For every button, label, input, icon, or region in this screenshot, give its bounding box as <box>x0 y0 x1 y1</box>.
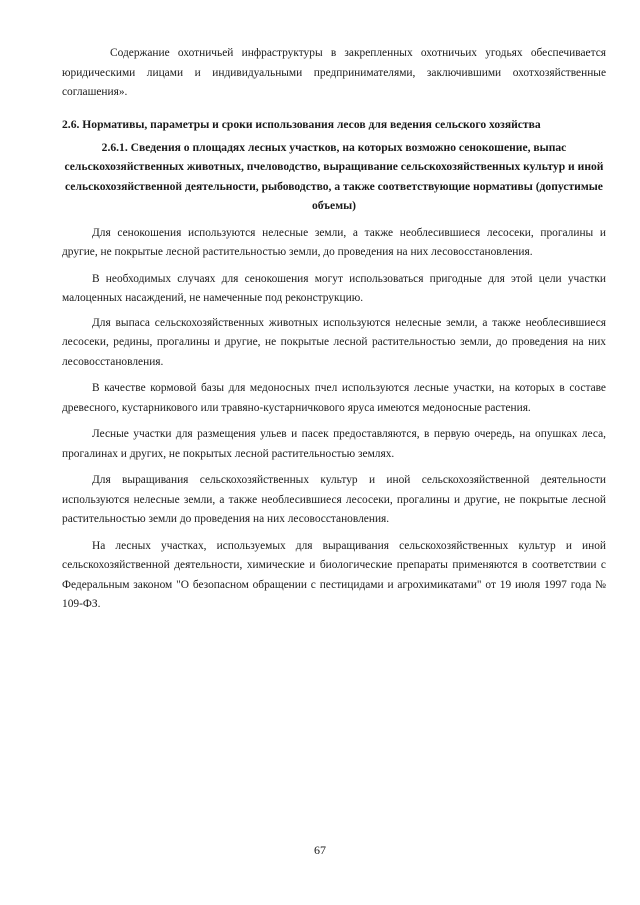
paragraph-bees-forage: В качестве кормовой базы для медоносных пчел используются лесные участки, на которых в составе древесного, кустарникового или травяно-кустарничкового яруса имеются медоносные растения. <box>62 382 606 414</box>
paragraph-grazing: Для выпаса сельскохозяйственных животных используются нелесные земли, а также необлесившиеся лесосеки, редины, прогалины и другие, не покрытые лесной растительностью земли, до проведения на них лесовосстановления. <box>62 316 606 368</box>
page-number: 67 <box>314 843 326 857</box>
paragraph-chemicals-law: На лесных участках, используемых для выращивания сельскохозяйственных культур и иной сельскохозяйственной деятельности, химические и биологические препараты применяются в соответствии с Федеральным законом "О безопасном обращении с пестицидами и агрохимикатами" от 19 июля 1997 года № 109-ФЗ. <box>62 539 606 610</box>
intro-paragraph: Содержание охотничьей инфраструктуры в закрепленных охотничьих угодьях обеспечивается юридическими лицами и индивидуальными предпринимателями, заключившими охотхозяйственные соглашения». <box>62 47 606 98</box>
paragraph-hives: Лесные участки для размещения ульев и пасек предоставляются, в первую очередь, на опушках леса, прогалинах и других, не покрытых лесной растительностью землях. <box>62 428 606 460</box>
section-heading: 2.6. Нормативы, параметры и сроки использования лесов для ведения сельского хозяйства <box>62 117 541 131</box>
subsection-heading: 2.6.1. Сведения о площадях лесных участков, на которых возможно сенокошение, выпас сельскохозяйственных животных, пчеловодство, выращивание сельскохозяйственных культур и иной сельскохозяйственной деятельности, рыбоводство, а также соответствующие нормативы (допустимые объемы) <box>64 140 604 212</box>
paragraph-haymaking: Для сенокошения используются нелесные земли, а также необлесившиеся лесосеки, прогалины и другие, не покрытые лесной растительностью земли, до проведения на них лесовосстановления. <box>62 226 606 258</box>
paragraph-low-value-stands: В необходимых случаях для сенокошения могут использоваться пригодные для этой цели участки малоценных насаждений, не намеченные под реконструкцию. <box>62 272 606 304</box>
paragraph-crops: Для выращивания сельскохозяйственных культур и иной сельскохозяйственной деятельности используются нелесные земли, а также необлесившиеся лесосеки, прогалины и другие, не покрытые лесной растительностью земли до проведения на них лесовосстановления. <box>62 474 606 525</box>
